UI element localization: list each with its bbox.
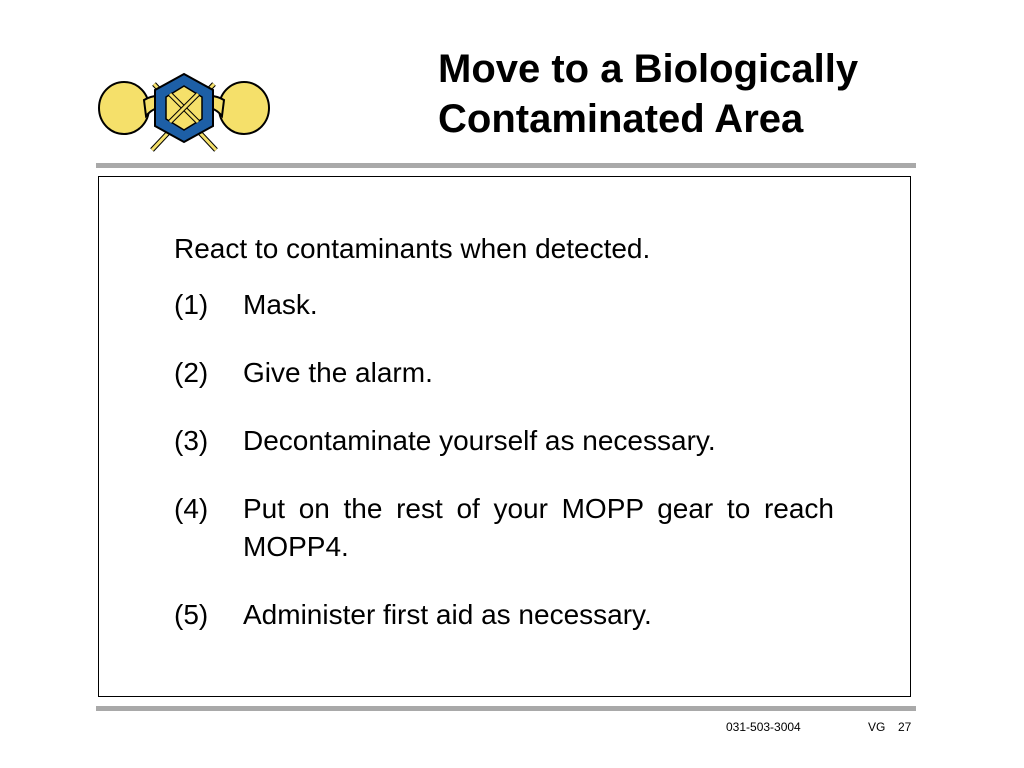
item-text: Put on the rest of your MOPP gear to reach MOPP4. [243, 493, 834, 562]
slide-title-line-2: Contaminated Area [438, 97, 804, 141]
item-number: (5) [174, 599, 209, 630]
list-item [174, 596, 834, 634]
item-text: Mask. [243, 289, 318, 320]
item-number: (3) [174, 425, 209, 456]
item-text: Administer first aid as necessary. [243, 599, 652, 630]
bottom-divider [96, 706, 916, 711]
list-item [174, 490, 834, 566]
item-number: (2) [174, 357, 209, 388]
list-item [174, 422, 834, 460]
slide-title-line-1: Move to a Biologically [438, 47, 859, 91]
top-divider [96, 163, 916, 168]
item-text: Decontaminate yourself as necessary. [243, 425, 716, 456]
list-item [174, 354, 834, 392]
chemical-corps-insignia-icon [96, 70, 272, 152]
intro-text: React to contaminants when detected. [174, 233, 651, 264]
item-number: (1) [174, 289, 209, 320]
slide-title [438, 44, 858, 144]
footer-course-code: 031-503-3004 [726, 720, 801, 734]
footer-vg-label: VG [868, 720, 886, 734]
item-number: (4) [174, 493, 209, 524]
footer-page-number: 27 [898, 720, 912, 734]
action-list [174, 286, 834, 634]
item-text: Give the alarm. [243, 357, 433, 388]
list-item [174, 286, 834, 324]
